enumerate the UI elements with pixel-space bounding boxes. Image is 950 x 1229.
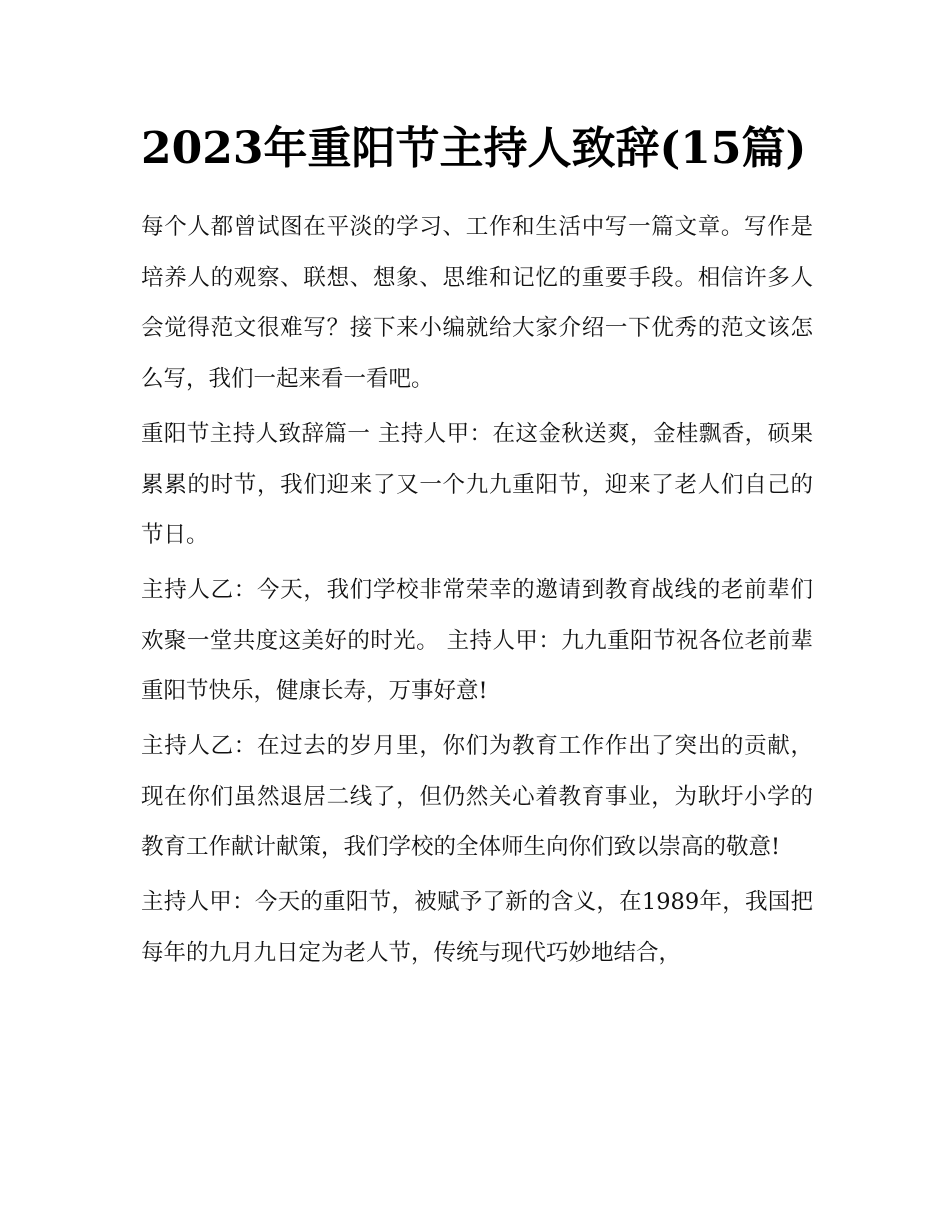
paragraph-intro: 每个人都曾试图在平淡的学习、工作和生活中写一篇文章。写作是培养人的观察、联想、想象、思维和记忆的重要手段。相信许多人会觉得范文很难写？接下来小编就给大家介绍一下优秀的范文该怎么写，我们一起来看一看吧。: [141, 214, 813, 393]
paragraph-speech-4: 主持人甲：今天的重阳节，被赋予了新的含义，在1989年，我国把每年的九月九日定为老人节，传统与现代巧妙地结合，: [141, 889, 813, 966]
document-body: [141, 118, 813, 983]
document-title: 2023年重阳节主持人致辞(15篇): [141, 123, 807, 174]
paragraph-speech-2: 主持人乙：今天，我们学校非常荣幸的邀请到教育战线的老前辈们欢聚一堂共度这美好的时光。 主持人甲：九九重阳节祝各位老前辈重阳节快乐，健康长寿，万事好意!: [141, 576, 813, 705]
paragraph-speech-3: 主持人乙：在过去的岁月里，你们为教育工作作出了突出的贡献，现在你们虽然退居二线了，但仍然关心着教育事业，为耿圩小学的教育工作献计献策，我们学校的全体师生向你们致以崇高的敬意!: [141, 733, 813, 861]
paragraph-speech-1: 重阳节主持人致辞篇一 主持人甲：在这金秋送爽，金桂飘香，硕果累累的时节，我们迎来了又一个九九重阳节，迎来了老人们自己的节日。: [141, 420, 813, 549]
